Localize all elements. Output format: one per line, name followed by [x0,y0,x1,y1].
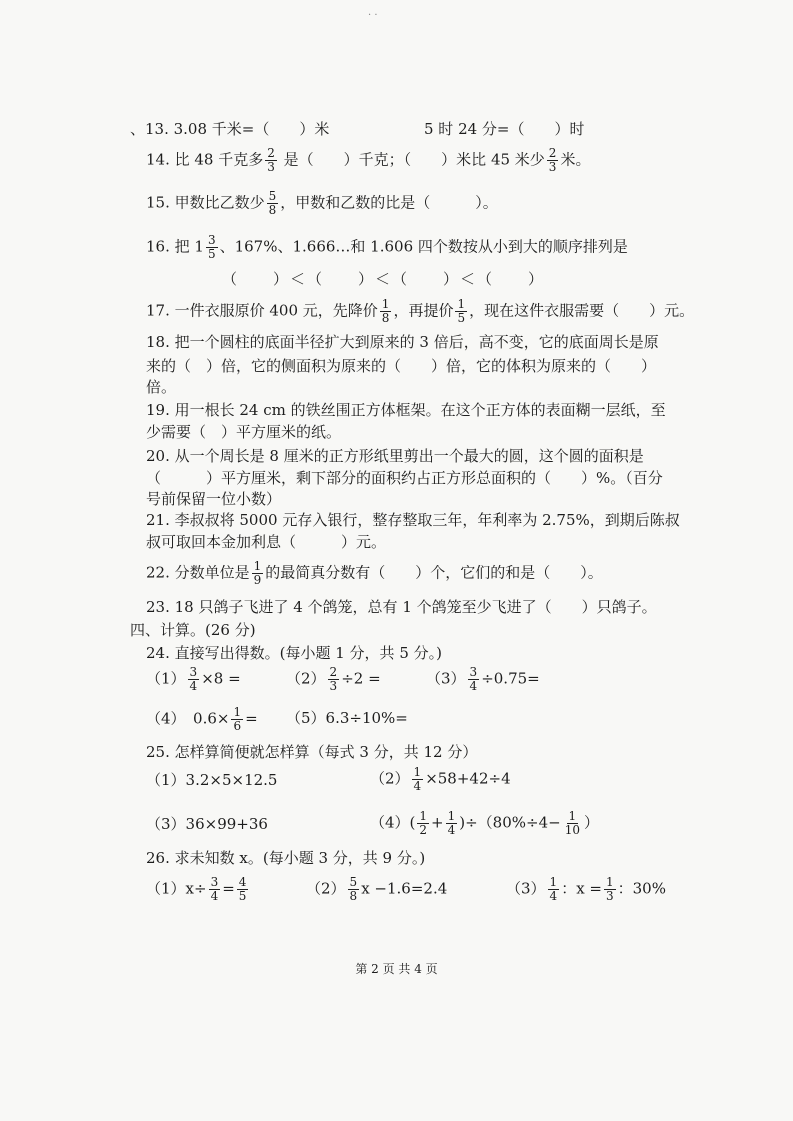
fraction: $\frac{4}{5}$ [238,875,247,903]
question-26-p3: （3） $\frac{1}{4}$ ：x = $\frac{1}{3}$ ：30% [506,875,666,903]
section-4-title: 四、计算。(26 分) [130,621,256,639]
question-24-p1: （1） $\frac{3}{4}$ ×8 = [146,665,241,693]
question-25-p1: （1）3.2×5×12.5 [146,771,278,789]
fraction: $\frac{5}{8}$ [268,189,277,217]
fraction: $\frac{1}{6}$ [233,705,242,733]
question-22: 22. 分数单位是 $\frac{1}{9}$ 的最简真分数有（ ）个，它们的和是（ ）。 [146,559,603,587]
page-footer: 第 2 页 共 4 页 [355,962,438,976]
question-24-title: 24. 直接写出得数。(每小题 1 分，共 5 分。) [146,644,442,662]
fraction: $\frac{1}{4}$ [413,765,422,793]
question-25-p3: （3）36×99+36 [146,815,268,833]
fraction: $\frac{3}{5}$ [207,233,216,261]
scan-mark: · · [368,10,378,21]
question-26-p1: （1）x÷ $\frac{3}{4}$ = $\frac{4}{5}$ [146,875,247,903]
fraction: $\frac{2}{3}$ [329,665,338,693]
question-14: 14. 比 48 千克多 $\frac{2}{3}$ 是（ ）千克；（ ）米比 45 米少 $\frac{2}{3}$ 米。 [146,146,591,174]
question-18-line1: 18. 把一个圆柱的底面半径扩大到原来的 3 倍后，高不变，它的底面周长是原 [146,333,659,351]
question-23: 23. 18 只鸽子飞进了 4 个鸽笼，总有 1 个鸽笼至少飞进了（ ）只鸽子。 [146,598,657,616]
fraction: $\frac{2}{3}$ [548,146,557,174]
fraction: $\frac{1}{4}$ [447,809,456,837]
fraction: $\frac{1}{9}$ [253,559,262,587]
question-18-line3: 倍。 [146,378,177,396]
question-19-line1: 19. 用一根长 24 cm 的铁丝围正方体框架。在这个正方体的表面糊一层纸，至 [146,401,666,419]
question-25-p4: （4）( $\frac{1}{2}$ + $\frac{1}{4}$ )÷（80%÷4− $\frac{1}{10}$ ） [370,809,600,837]
fraction: $\frac{1}{5}$ [457,297,466,325]
fraction: $\frac{1}{10}$ [564,809,580,837]
fraction: $\frac{1}{3}$ [605,875,614,903]
question-20-line3: 号前保留一位小数） [146,490,282,508]
question-13b: 5 时 24 分=（ ）时 [424,120,585,138]
question-18-line2: 来的（ ）倍，它的侧面积为原来的（ ）倍，它的体积为原来的（ ） [146,357,657,375]
question-21-line2: 叔可取回本金加利息（ ）元。 [146,533,387,551]
question-25-p2: （2） $\frac{1}{4}$ ×58+42÷4 [370,765,511,793]
fraction: $\frac{3}{4}$ [189,665,198,693]
question-24-p5: （5）6.3÷10%= [286,709,408,727]
fraction: $\frac{1}{2}$ [419,809,428,837]
question-26-p2: （2） $\frac{5}{8}$ x −1.6=2.4 [306,875,448,903]
question-16: 16. 把 1 $\frac{3}{5}$ 、167%、1.666…和 1.606 四个数按从小到大的顺序排列是 [146,233,628,261]
question-26-title: 26. 求未知数 x。(每小题 3 分，共 9 分。) [146,849,426,867]
fraction: $\frac{3}{4}$ [469,665,478,693]
question-21-line1: 21. 李叔叔将 5000 元存入银行，整存整取三年，年利率为 2.75%，到期后陈叔 [146,511,680,529]
question-17: 17. 一件衣服原价 400 元，先降价 $\frac{1}{8}$ ，再提价 $\frac{1}{5}$ ，现在这件衣服需要（ ）元。 [146,297,695,325]
question-20-line1: 20. 从一个周长是 8 厘米的正方形纸里剪出一个最大的圆，这个圆的面积是 [146,447,644,465]
question-24-p3: （3） $\frac{3}{4}$ ÷0.75= [426,665,540,693]
fraction: $\frac{1}{8}$ [381,297,390,325]
question-25-title: 25. 怎样算简便就怎样算（每式 3 分，共 12 分） [146,743,478,761]
fraction: $\frac{1}{4}$ [549,875,558,903]
question-24-p2: （2） $\frac{2}{3}$ ÷2 = [286,665,381,693]
question-24-p4: （4） 0.6× $\frac{1}{6}$ = [146,705,258,733]
fraction: $\frac{3}{4}$ [210,875,219,903]
question-16-blanks: （ ）＜（ ）＜（ ）＜（ ） [222,270,546,288]
fraction: $\frac{5}{8}$ [349,875,358,903]
question-13a: 、13. 3.08 千米=（ ）米 [130,120,330,138]
question-20-line2: （ ）平方厘米，剩下部分的面积约占正方形总面积的（ ）%。（百分 [146,469,663,487]
fraction: $\frac{2}{3}$ [267,146,275,174]
question-19-line2: 少需要（ ）平方厘米的纸。 [146,423,342,441]
question-15: 15. 甲数比乙数少 $\frac{5}{8}$ ，甲数和乙数的比是（ ）。 [146,189,498,217]
